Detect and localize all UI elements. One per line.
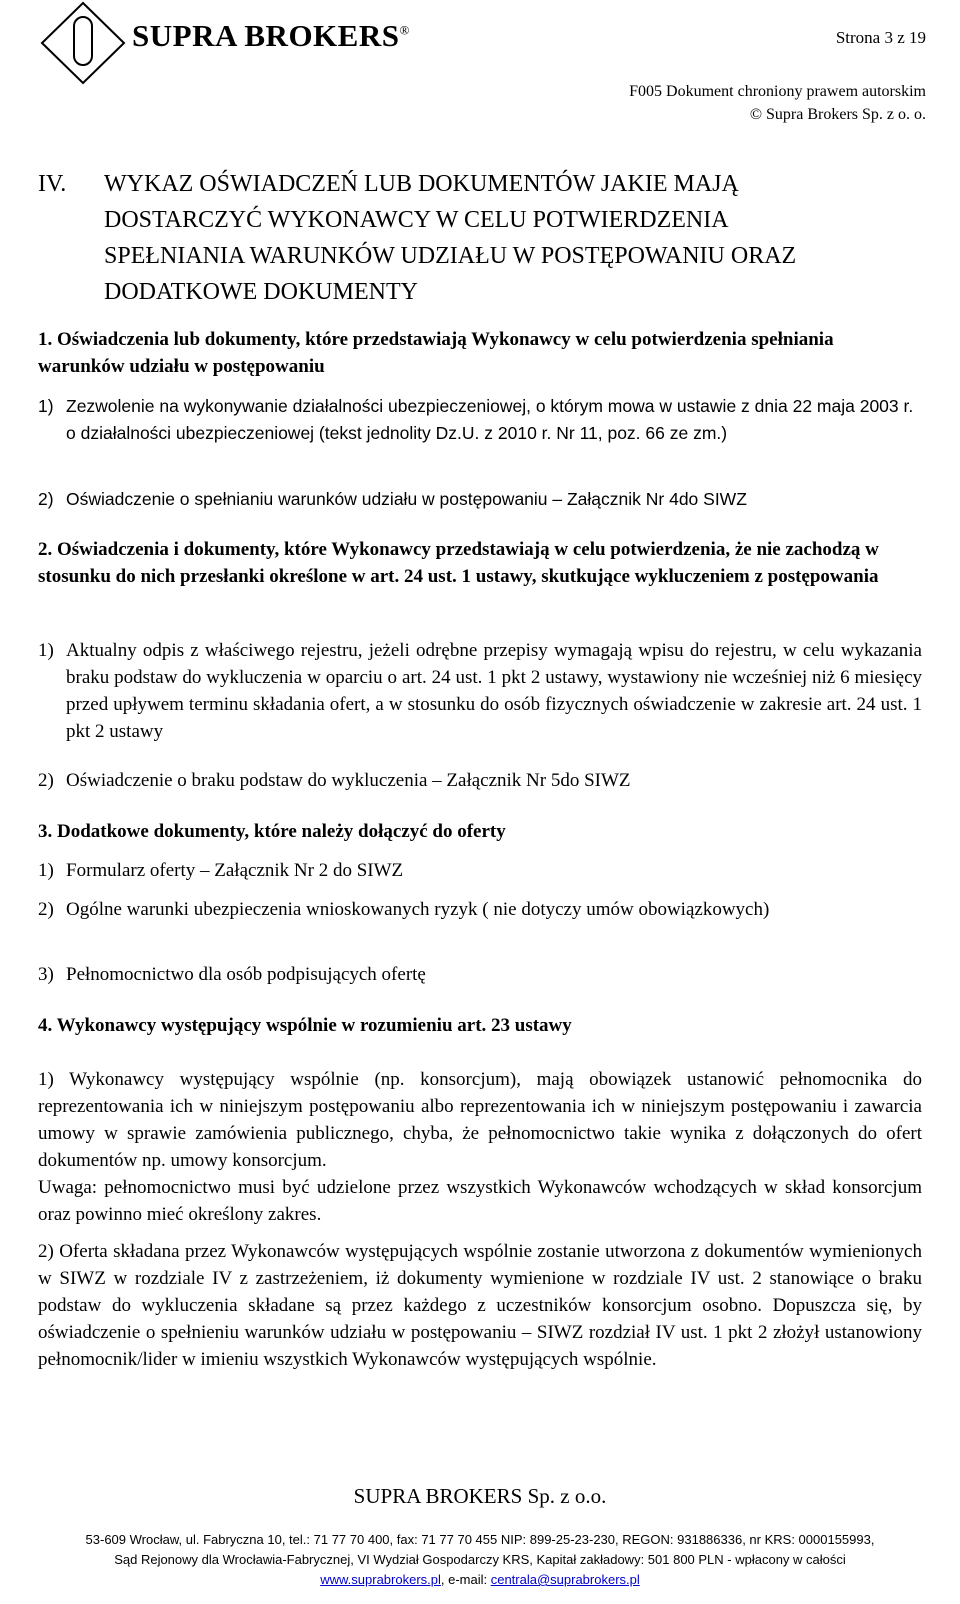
part3-item-3 <box>38 961 922 988</box>
part2-item-1 <box>38 637 922 745</box>
part4-paragraph-2: 2) Oferta składana przez Wykonawców występujących wspólnie zostanie utworzona z dokumentów wymienionych w SIWZ w rozdziale IV z zastrzeżeniem, iż dokumenty wymienione w rozdziale IV ust. 2 stanowiące o braku podstaw do wykluczenia składane są przez każdego z uczestników konsorcjum osobno. Dopuszcza się, by oświadczenie o spełnieniu warunków udziału w postępowaniu – SIWZ rozdział IV ust. 1 pkt 2 złożył ustanowiony pełnomocnik/lider w imieniu wszystkich Wykonawców występujących wspólnie. <box>38 1241 922 1370</box>
part4-note: Uwaga: pełnomocnictwo musi być udzielone przez wszystkich Wykonawców wchodzących w skład konsorcjum oraz powinno mieć określony zakres. <box>38 1177 922 1225</box>
list-number: 1) <box>38 396 54 416</box>
list-number: 2) <box>38 899 54 920</box>
section-title <box>38 166 918 310</box>
section-title-line-4: DODATKOWE DOKUMENTY <box>104 279 418 305</box>
part4-heading: 4. Wykonawcy występujący wspólnie w rozumieniu art. 23 ustawy <box>38 1015 572 1036</box>
email-label: , e-mail: <box>440 1572 491 1587</box>
list-number: 2) <box>38 770 54 791</box>
list-text: Pełnomocnictwo dla osób podpisujących ofertę <box>66 964 426 985</box>
footer-company: SUPRA BROKERS Sp. z o.o. <box>353 1484 607 1508</box>
list-number: 2) <box>38 489 54 509</box>
section-title-line-1: WYKAZ OŚWIADCZEŃ LUB DOKUMENTÓW JAKIE MAJĄ <box>104 171 739 197</box>
footer-address: 53-609 Wrocław, ul. Fabryczna 10, tel.: 71 77 70 400, fax: 71 77 70 455 NIP: 899-25-23-230, REGON: 931886336, nr KRS: 0000155993, <box>85 1532 875 1547</box>
list-number: 3) <box>38 964 54 985</box>
part1-item-2 <box>38 486 922 513</box>
email-link[interactable]: centrala@suprabrokers.pl <box>490 1572 640 1587</box>
website-link[interactable]: www.suprabrokers.pl <box>320 1572 441 1587</box>
part3-item-2 <box>38 896 922 923</box>
copyright-line-2: © Supra Brokers Sp. z o. o. <box>749 106 926 123</box>
footer-contact <box>0 1572 960 1587</box>
part2-heading: 2. Oświadczenia i dokumenty, które Wykonawcy przedstawiają w celu potwierdzenia, że nie zachodzą w stosunku do nich przesłanki określone w art. 24 ust. 1 ustawy, skutkujące wykluczeniem z postępowania <box>38 539 879 587</box>
part4-paragraph-1: 1) Wykonawcy występujący wspólnie (np. konsorcjum), mają obowiązek ustanowić pełnomocnika do reprezentowania ich w niniejszym postępowaniu albo reprezentowania ich w niniejszym postępowaniu i zawarcia umowy w sprawie zamówienia publicznego, chyba, że pełnomocnictwo takie wynika z dołączonych do ofert dokumentów np. umowy konsorcjum. <box>38 1069 922 1171</box>
copyright-notice <box>629 80 926 126</box>
list-text: Formularz oferty – Załącznik Nr 2 do SIWZ <box>66 860 404 881</box>
list-text: Oświadczenie o braku podstaw do wykluczenia – Załącznik Nr 5do SIWZ <box>66 770 631 791</box>
list-text: Oświadczenie o spełnianiu warunków udziału w postępowaniu – Załącznik Nr 4do SIWZ <box>66 489 747 509</box>
part1-heading: 1. Oświadczenia lub dokumenty, które przedstawiają Wykonawcy w celu potwierdzenia spełniania warunków udziału w postępowaniu <box>38 329 834 377</box>
list-number: 1) <box>38 640 54 661</box>
registered-mark: ® <box>399 22 410 38</box>
part3-heading: 3. Dodatkowe dokumenty, które należy dołączyć do oferty <box>38 821 506 842</box>
section-title-line-3: SPEŁNIANIA WARUNKÓW UDZIAŁU W POSTĘPOWANIU ORAZ <box>104 243 797 269</box>
brand-name: SUPRA BROKERS® <box>132 18 410 53</box>
list-text: Aktualny odpis z właściwego rejestru, jeżeli odrębne przepisy wymagają wpisu do rejestru, w celu wykazania braku podstaw do wykluczenia w oparciu o art. 24 ust. 1 pkt 2 ustawy, wystawiony nie wcześniej niż 6 miesięcy przed upływem terminu składania ofert, a w stosunku do osób fizycznych oświadczenie w zakresie art. 24 ust. 1 pkt 2 ustawy <box>66 640 922 742</box>
part3-item-1 <box>38 857 922 884</box>
section-title-line-2: DOSTARCZYĆ WYKONAWCY W CELU POTWIERDZENIA <box>104 207 729 233</box>
list-text: Zezwolenie na wykonywanie działalności ubezpieczeniowej, o którym mowa w ustawie z dnia 22 maja 2003 r. o działalności ubezpieczeniowej (tekst jednolity Dz.U. z 2010 r. Nr 11, poz. 66 ze zm.) <box>66 396 914 443</box>
page-number: Strona 3 z 19 <box>835 28 926 47</box>
supra-brokers-logo <box>38 0 128 86</box>
part1-item-1 <box>38 393 922 447</box>
copyright-line-1: F005 Dokument chroniony prawem autorskim <box>629 83 926 100</box>
footer-registration: Sąd Rejonowy dla Wrocławia-Fabrycznej, VI Wydział Gospodarczy KRS, Kapitał zakładowy: 501 800 PLN - wpłacony w całości <box>114 1552 846 1567</box>
list-text: Ogólne warunki ubezpieczenia wnioskowanych ryzyk ( nie dotyczy umów obowiązkowych) <box>66 899 770 920</box>
list-number: 1) <box>38 860 54 881</box>
section-number: IV. <box>38 171 67 197</box>
part2-item-2 <box>38 767 922 794</box>
